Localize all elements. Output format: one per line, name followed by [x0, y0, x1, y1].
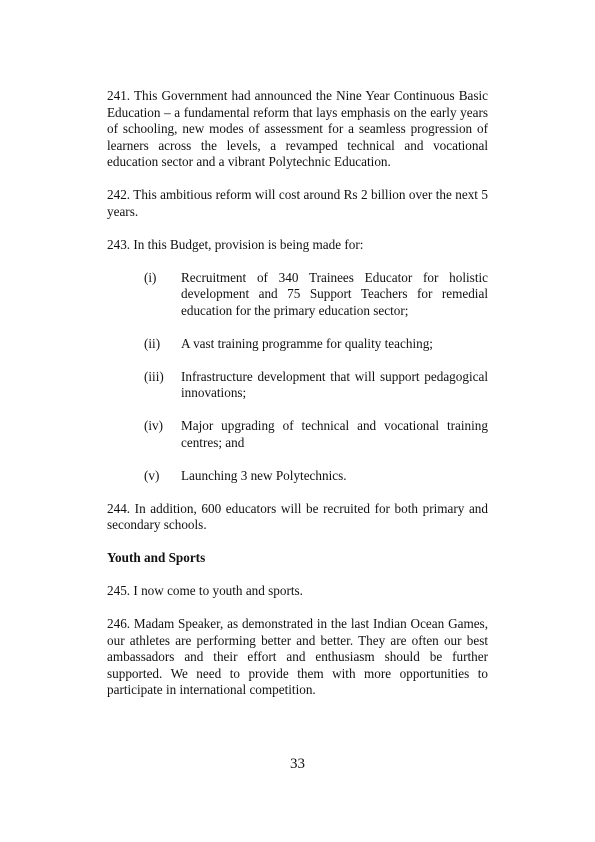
list-item: [107, 468, 488, 485]
list-item-number: (iv): [144, 418, 164, 433]
list-item-text: A vast training programme for quality teaching;: [181, 335, 433, 351]
paragraph-245: 245. I now come to youth and sports.: [107, 583, 303, 598]
page-content: [107, 88, 488, 699]
list-item: [107, 418, 488, 451]
page-number: 33: [290, 756, 305, 772]
paragraph-243: 243. In this Budget, provision is being made for:: [107, 236, 364, 252]
paragraph-241: 241. This Government had announced the Nine Year Continuous Basic Education – a fundamental reform that lays emphasis on the early years of schooling, new modes of assessment for a seamless progression of learners across the levels, a revamped technical and vocational education sector and a vibrant Polytechnic Education.: [107, 88, 488, 169]
paragraph-244: 244. In addition, 600 educators will be recruited for both primary and secondary schools.: [107, 500, 488, 532]
paragraph-242: 242. This ambitious reform will cost around Rs 2 billion over the next 5 years.: [107, 187, 488, 219]
list-item-number: (v): [144, 467, 160, 483]
provision-list: [107, 270, 488, 485]
list-item-number: (ii): [144, 335, 161, 351]
paragraph-246: 246. Madam Speaker, as demonstrated in the last Indian Ocean Games, our athletes are performing better and better. They are often our best ambassadors and their effort and enthusiasm should be further supported. We need to provide them with more opportunities to participate in international competition.: [107, 616, 488, 697]
section-heading: Youth and Sports: [107, 550, 206, 565]
list-item-text: Launching 3 new Polytechnics.: [181, 467, 347, 483]
list-item-text: Recruitment of 340 Trainees Educator for holistic development and 75 Support Teachers for remedial education for the primary education sector;: [181, 269, 488, 318]
list-item: [107, 369, 488, 402]
list-item-text: Infrastructure development that will support pedagogical innovations;: [181, 368, 488, 400]
list-item-number: (i): [144, 269, 157, 285]
list-item: [107, 270, 488, 320]
list-item: [107, 336, 488, 353]
list-item-number: (iii): [144, 368, 164, 384]
list-item-text: Major upgrading of technical and vocational training centres; and: [181, 418, 488, 450]
